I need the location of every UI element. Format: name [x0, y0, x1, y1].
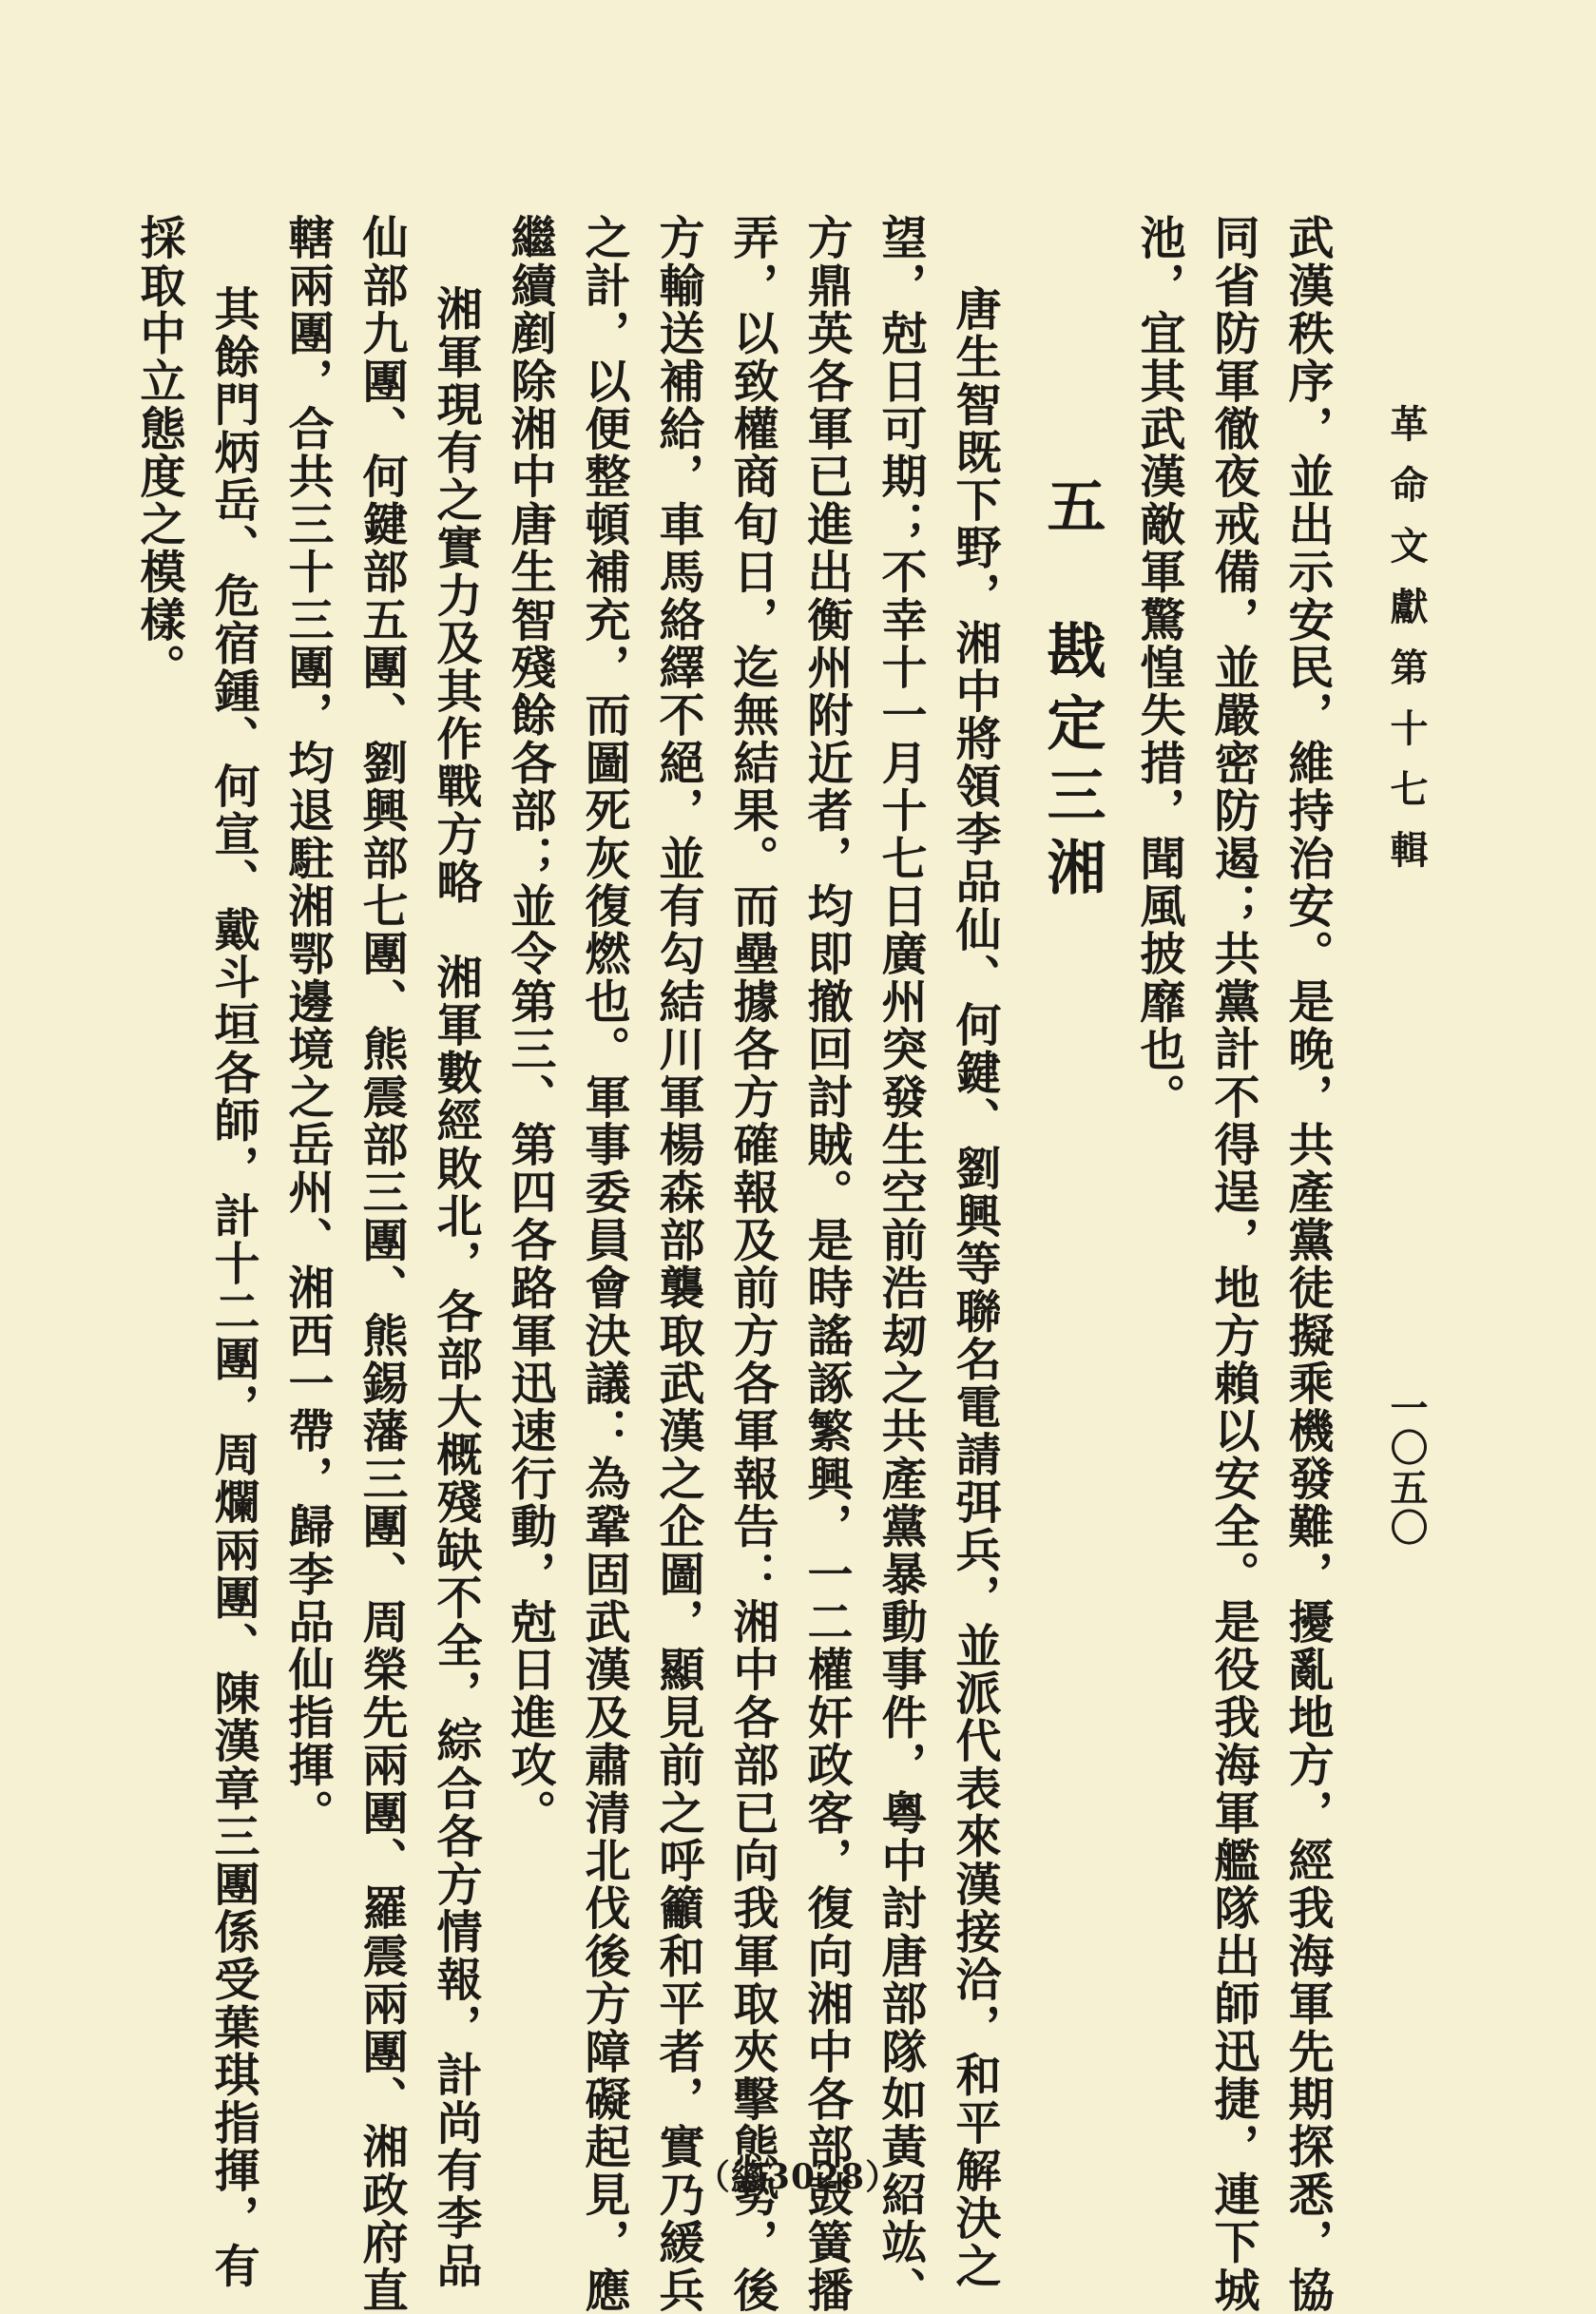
text-column: 採取中立態度之模樣。: [132, 214, 185, 691]
text-column: 同省防軍徹夜戒備，並嚴密防遏；共黨計不得逞，地方賴以安全。是役我海軍艦隊出師迅捷，連下城: [1206, 214, 1259, 2314]
text-column: 轄兩團，合共三十三團，均退駐湘鄂邊境之岳州、湘西一帶，歸李品仙指揮。: [280, 214, 334, 1837]
running-header-title: 革命文獻第十七輯: [1384, 404, 1429, 891]
text-column: 之計，以便整頓補充，而圖死灰復燃也。軍事委員會決議：為鞏固武漢及肅清北伐後方障礙起見，應: [577, 214, 630, 2314]
total-page-footer: （總3028）: [695, 2157, 901, 2197]
page-number: 一〇五〇: [1384, 1388, 1429, 1548]
text-column: 弄，以致權商旬日，迄無結果。而壘據各方確報及前方各軍報告：湘中各部已向我軍取夾擊態勢，後: [725, 214, 779, 2314]
text-column: 唐生智既下野，湘中將領李品仙、何鍵、劉興等聯名電請弭兵，並派代表來漢接洽，和平解決之: [948, 285, 1001, 2290]
text-column: 池，宜其武漢敵軍驚惶失措，聞風披靡也。: [1132, 214, 1185, 1121]
section-heading: 五 戡定三湘: [1037, 475, 1106, 909]
text-column: 仙部九團、何鍵部五團、劉興部七團、熊震部三團、熊錫藩三團、周榮先兩團、羅震兩團、湘政府直: [355, 214, 408, 2314]
text-column: 望，尅日可期；不幸十一月十七日廣州突發生空前浩刼之共產黨暴動事件，粵中討唐部隊如黃紹竑、: [874, 214, 927, 2314]
text-column: 武漢秩序，並出示安民，維持治安。是晚，共產黨徒擬乘機發難，擾亂地方，經我海軍先期探悉，協: [1280, 214, 1334, 2314]
text-column: 繼續剷除湘中唐生智殘餘各部；並令第三、第四各路軍迅速行動，尅日進攻。: [503, 214, 556, 1837]
text-column: 方輸送補給，車馬絡繹不絕，並有勾結川軍楊森部襲取武漢之企圖，顯見前之呼籲和平者，實乃緩兵: [651, 214, 704, 2314]
text-column-subheading: 湘軍現有之實力及其作戰方略 湘軍數經敗北，各部大概殘缺不全，綜合各方情報，計尚有李品: [429, 285, 482, 2290]
text-column: 方鼎英各軍已進出衡州附近者，均即撤回討賊。是時謠諑繁興，一二權奸政客，復向湘中各部鼓簧播: [799, 214, 853, 2314]
text-column: 其餘門炳岳、危宿鍾、何宣、戴斗垣各師，計十二團，周爛兩團、陳漢章三團係受葉琪指揮，有: [206, 285, 260, 2290]
